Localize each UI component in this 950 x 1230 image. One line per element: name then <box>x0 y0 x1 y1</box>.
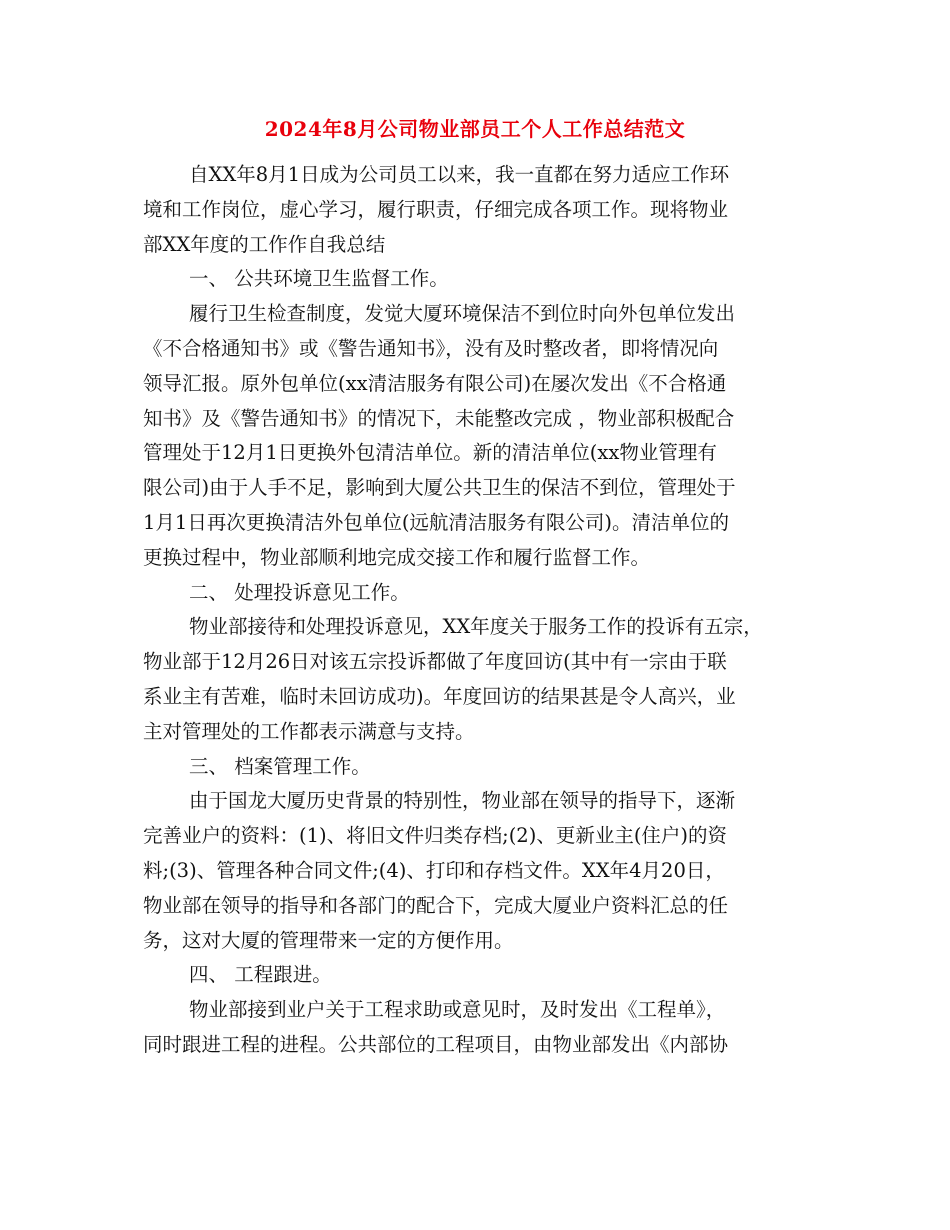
text-line: 三、 档案管理工作。 <box>189 754 371 778</box>
text-line: 物业部接待和处理投诉意见，XX年度关于服务工作的投诉有五宗， <box>189 615 763 639</box>
text-line: 二、 处理投诉意见工作。 <box>189 580 410 604</box>
text-line: 限公司)由于人手不足，影响到大厦公共卫生的保洁不到位，管理处于 <box>143 476 736 500</box>
text-line: 更换过程中，物业部顺利地完成交接工作和履行监督工作。 <box>143 545 651 569</box>
text-line: 系业主有苦难，临时未回访成功)。年度回访的结果甚是令人高兴，业 <box>143 684 736 708</box>
text-line: 物业部接到业户关于工程求助或意见时，及时发出《工程单》， <box>189 998 726 1022</box>
text-line: 务，这对大厦的管理带来一定的方便作用。 <box>143 928 514 952</box>
text-line: 一、 公共环境卫生监督工作。 <box>189 267 449 291</box>
text-line: 主对管理处的工作都表示满意与支持。 <box>143 719 475 743</box>
text-line: 完善业户的资料：(1)、将旧文件归类存档;(2)、更新业主(住户)的资 <box>143 824 728 848</box>
text-line: 知书》及《警告通知书》的情况下，未能整改完成 ，物业部积极配合 <box>143 406 735 430</box>
text-line: 《不合格通知书》或《警告通知书》，没有及时整改者，即将情况向 <box>143 336 719 360</box>
text-line: 1月1日再次更换清洁外包单位(远航清洁服务有限公司)。清洁单位的 <box>143 510 730 534</box>
text-line: 料;(3)、管理各种合同文件;(4)、打印和存档文件。XX年4月20日， <box>143 858 725 882</box>
text-line: 四、 工程跟进。 <box>189 963 332 987</box>
text-line: 境和工作岗位，虚心学习，履行职责，仔细完成各项工作。现将物业 <box>143 197 729 221</box>
text-line: 自XX年8月1日成为公司员工以来，我一直都在努力适应工作环 <box>189 163 730 186</box>
document-body <box>143 158 805 1063</box>
document-title: 2024年8月公司物业部员工个人工作总结范文 <box>264 117 686 141</box>
text-line: 由于国龙大厦历史背景的特别性，物业部在领导的指导下，逐渐 <box>189 789 736 813</box>
text-line: 部XX年度的工作作自我总结 <box>143 232 386 256</box>
text-line: 物业部在领导的指导和各部门的配合下，完成大厦业户资料汇总的任 <box>143 893 729 917</box>
text-line: 履行卫生检查制度，发觉大厦环境保洁不到位时向外包单位发出 <box>189 302 736 326</box>
text-line: 物业部于12月26日对该五宗投诉都做了年度回访(其中有一宗由于联 <box>143 650 727 674</box>
text-line: 领导汇报。原外包单位(xx清洁服务有限公司)在屡次发出《不合格通 <box>143 371 727 395</box>
text-line: 同时跟进工程的进程。公共部位的工程项目，由物业部发出《内部协 <box>143 1032 729 1056</box>
text-line: 管理处于12月1日更换外包清洁单位。新的清洁单位(xx物业管理有 <box>143 441 717 465</box>
